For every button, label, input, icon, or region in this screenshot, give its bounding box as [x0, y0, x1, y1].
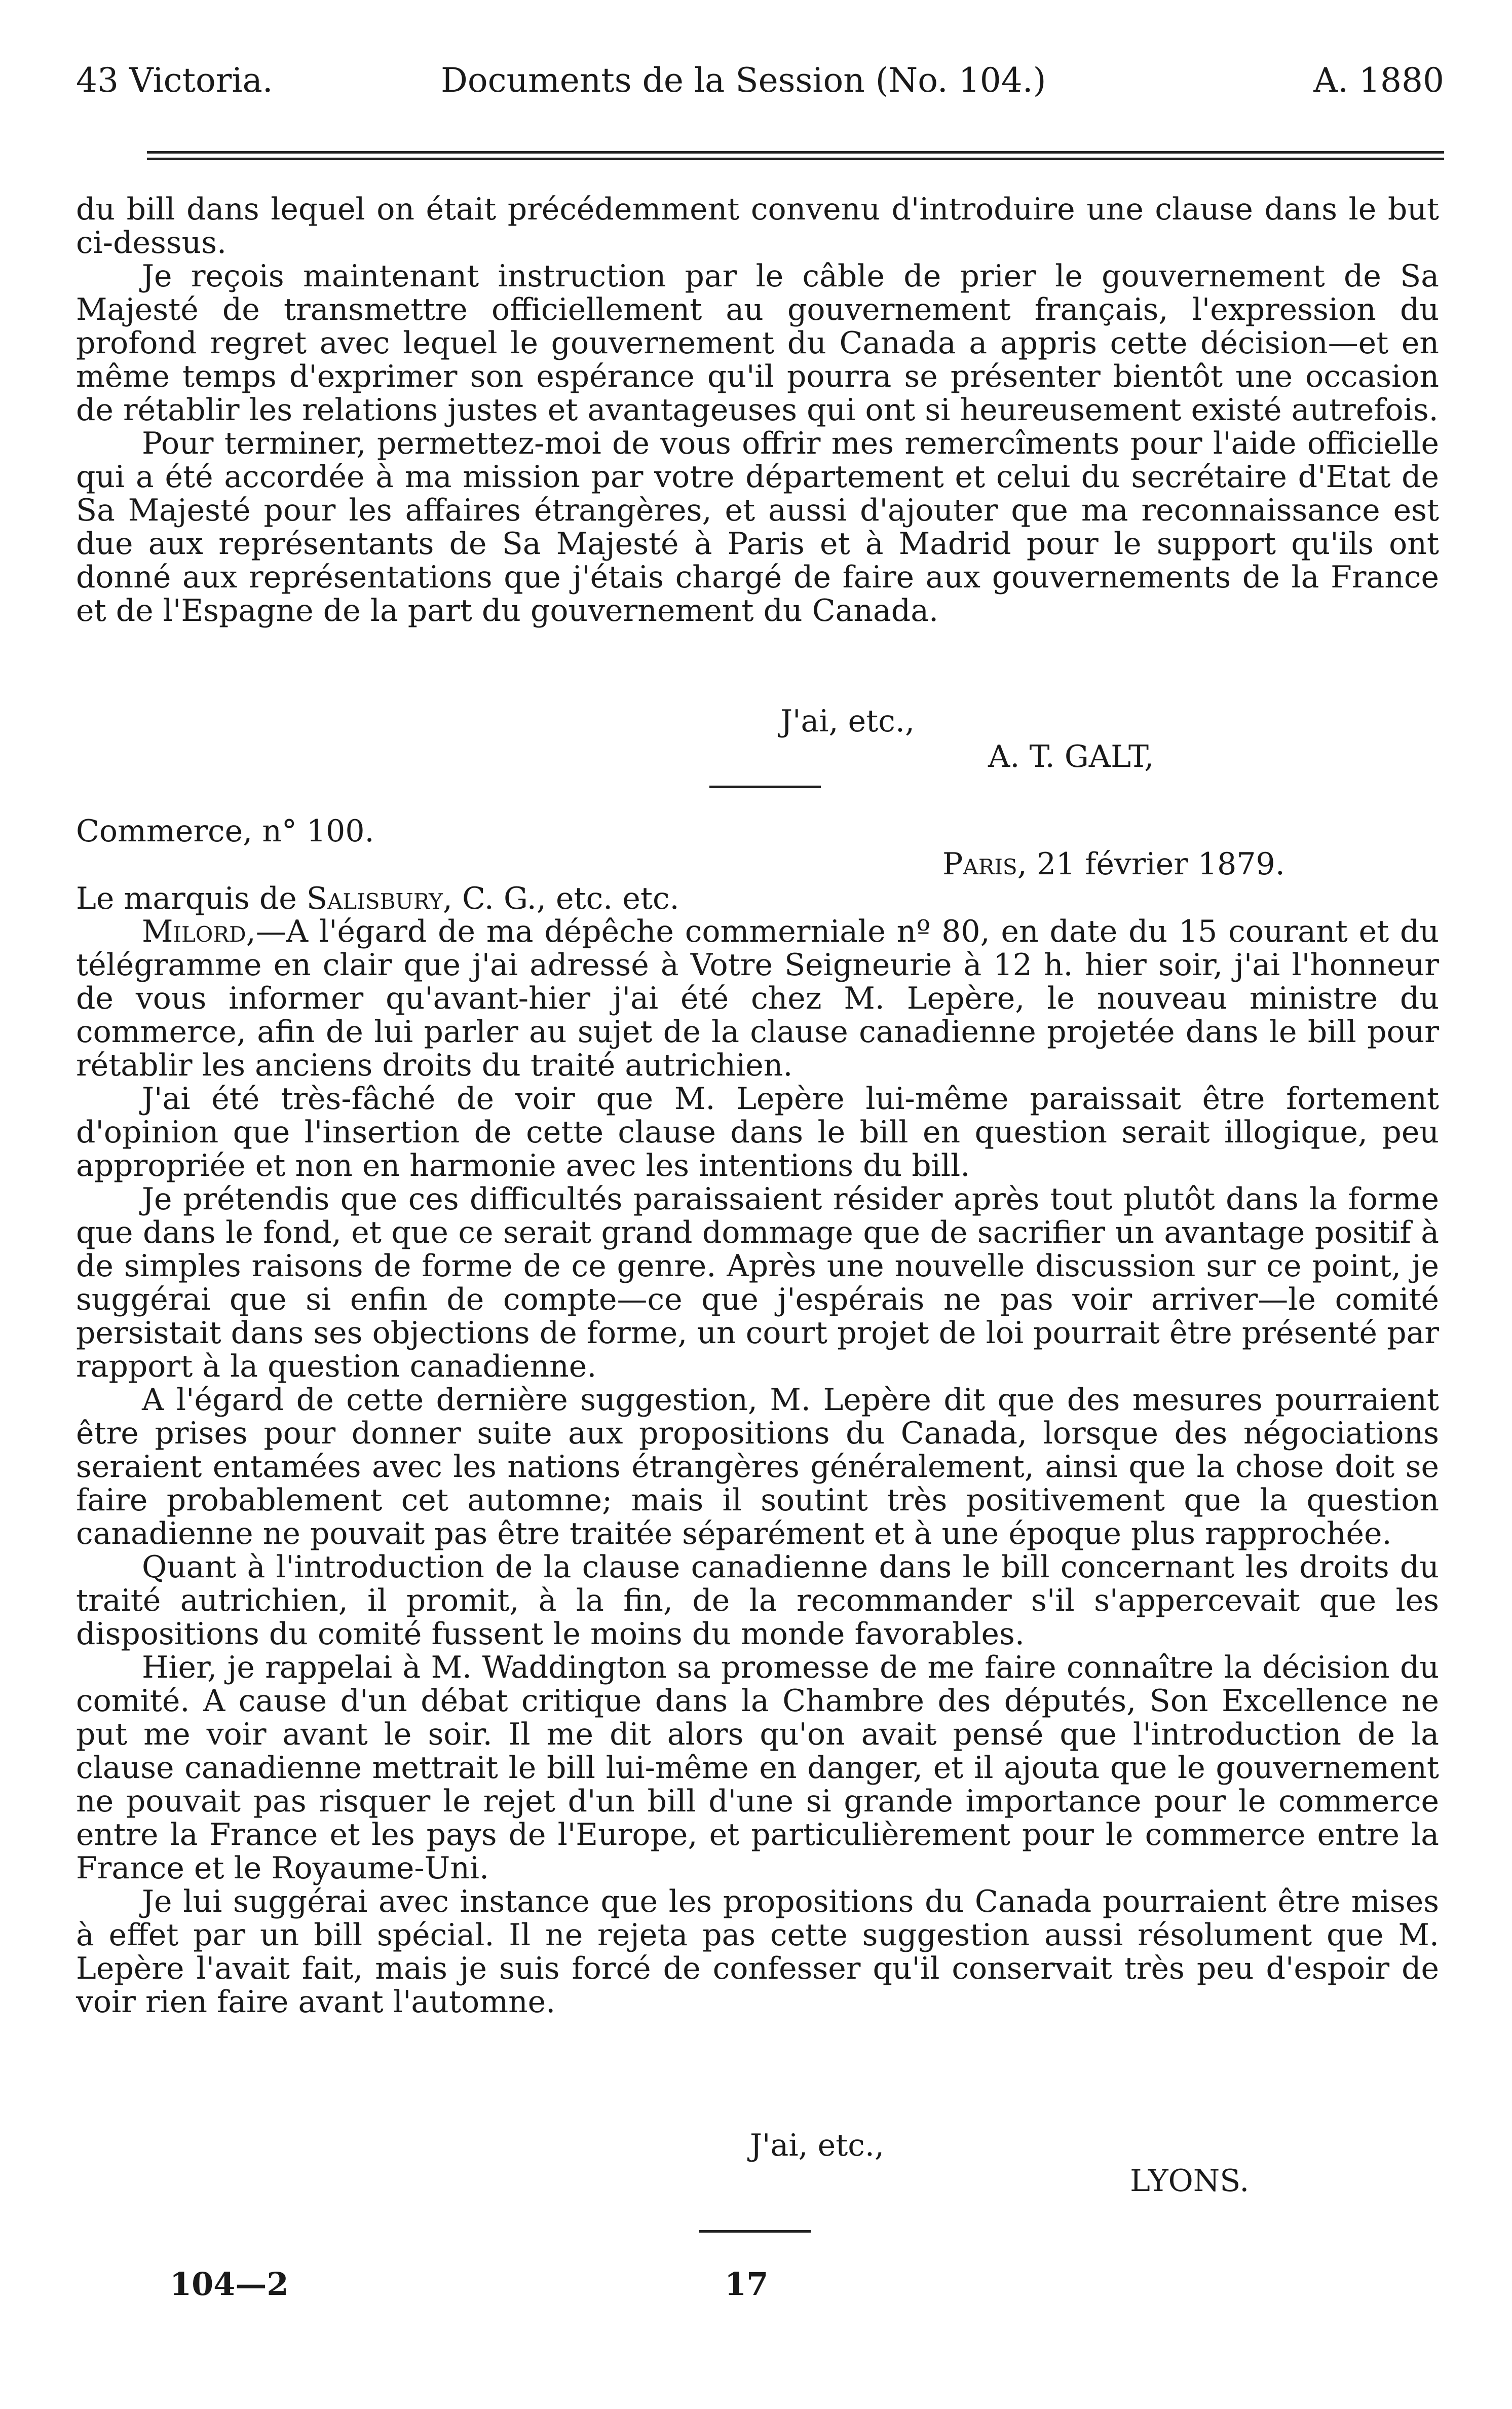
paragraph: du bill dans lequel on était précédemment convenu d'introduire une clause dans le but ci-dessus.	[76, 192, 1439, 261]
page-number: 17	[725, 2266, 769, 2303]
paragraph: Je reçois maintenant instruction par le câble de prier le gouvernement de Sa Majesté de transmettre officiellement au gouvernement français, l'expression du profond regret avec lequel le gouvernement du Canada a appris cette décision—et en même temps d'exprimer son espérance qu'il pourra se présenter bientôt une occasion de rétablir les relations justes et avantageuses qui ont si heureusement existé autrefois.	[76, 258, 1439, 428]
addressee-suffix: , C. G., etc. etc.	[442, 881, 679, 916]
paragraph	[76, 915, 1439, 1082]
dispatch-reference: Commerce, n° 100.	[76, 813, 374, 849]
header-title: Documents de la Session (No. 104.)	[441, 61, 1046, 100]
letter-lyons-body	[76, 915, 1439, 2019]
letter-lyons-signature: LYONS.	[1130, 2163, 1250, 2199]
section-divider	[709, 786, 821, 788]
dispatch-dateline	[942, 846, 1285, 882]
paragraph: J'ai été très-fâché de voir que M. Lepère lui-même paraissait être fortement d'opinion que l'insertion de cette clause dans le bill en question serait illogique, peu appropriée et non en harmonie avec les intentions du bill.	[76, 1081, 1439, 1183]
paragraph: Pour terminer, permettez-moi de vous offrir mes remercîments pour l'aide officielle qui a été accordée à ma mission par votre département et celui du secrétaire d'Etat de Sa Majesté pour les affaires étrangères, et aussi d'ajouter que ma reconnaissance est due aux représentants de Sa Majesté à Paris et à Madrid pour le support qu'ils ont donné aux représentations que j'étais chargé de faire aux gouvernements de la France et de l'Espagne de la part du gouvernement du Canada.	[76, 426, 1439, 628]
footer-divider	[699, 2230, 811, 2233]
letter-galt-signature: A. T. GALT,	[988, 739, 1154, 774]
dateline-city: Paris,	[942, 846, 1027, 882]
paragraph: Quant à l'introduction de la clause canadienne dans le bill concernant les droits du traité autrichien, il promit, à la fin, de la recommander s'il s'appercevait que les dispositions du comité fussent le moins du monde favorables.	[76, 1549, 1439, 1652]
paragraph: A l'égard de cette dernière suggestion, M. Lepère dit que des mesures pourraient être prises pour donner suite aux propositions du Canada, lorsque des négociations seraient entamées avec les nations étrangères généralement, ainsi que la chose doit se faire probablement cet automne; mais il soutint très positivement que la question canadienne ne pouvait pas être traitée séparément et à une époque plus rapprochée.	[76, 1382, 1439, 1551]
header-year: A. 1880	[1313, 61, 1444, 100]
paragraph: Je lui suggérai avec instance que les propositions du Canada pourraient être mises à effet par un bill spécial. Il ne rejeta pas cette suggestion aussi résolument que M. Lepère l'avait fait, mais je suis forcé de confesser qu'il conservait très peu d'espoir de voir rien faire avant l'automne.	[76, 1884, 1439, 2020]
header-volume: 43 Victoria.	[76, 61, 273, 100]
running-header	[76, 61, 1444, 122]
header-double-rule	[147, 151, 1444, 160]
paragraph-text: —A l'égard de ma dépêche commerniale nº 80, en date du 15 courant et du télégramme en clair que j'ai adressé à Votre Seigneurie à 12 h. hier soir, j'ai l'honneur de vous informer qu'avant-hier j'ai été chez M. Lepère, le nouveau ministre du commerce, afin de lui parler au sujet de la clause canadienne projetée dans le bill pour rétablir les anciens droits du traité autrichien.	[76, 914, 1439, 1083]
addressee-prefix: Le marquis de	[76, 881, 307, 916]
footer-folio: 104—2	[170, 2266, 289, 2303]
letter-galt-body	[76, 193, 1439, 627]
salutation: Milord,	[142, 914, 256, 949]
paragraph: Hier, je rappelai à M. Waddington sa promesse de me faire connaître la décision du comité. A cause d'un débat critique dans la Chambre des députés, Son Excellence ne put me voir avant le soir. Il me dit alors qu'on avait pensé que l'introduction de la clause canadienne mettrait le bill lui-même en danger, et il ajouta que le gouvernement ne pouvait pas risquer le rejet d'un bill d'une si grande importance pour le commerce entre la France et les pays de l'Europe, et particulièrement pour le commerce entre la France et le Royaume-Uni.	[76, 1650, 1439, 1886]
addressee-name: Salisbury	[306, 881, 443, 916]
dateline-date: 21 février 1879.	[1027, 846, 1285, 882]
letter-lyons-closing: J'ai, etc.,	[750, 2128, 885, 2163]
dispatch-addressee	[76, 881, 679, 916]
paragraph: Je prétendis que ces difficultés paraissaient résider après tout plutôt dans la forme que dans le fond, et que ce serait grand dommage que de sacrifier un avantage positif à de simples raisons de forme de ce genre. Après une nouvelle discussion sur ce point, je suggérai que si enfin de compte—ce que j'espérais ne pas voir arriver—le comité persistait dans ses objections de forme, un court projet de loi pourrait être présenté par rapport à la question canadienne.	[76, 1181, 1439, 1384]
letter-galt-closing: J'ai, etc.,	[780, 703, 915, 739]
